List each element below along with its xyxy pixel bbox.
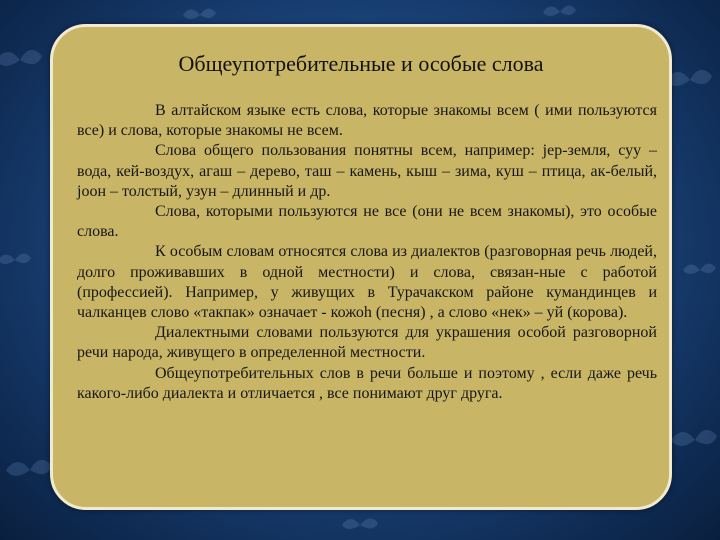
paragraph-dialects: К особым словам относятся слова из диалектов (разговорная речь людей, долго проживавших в одной местности) и слова, связан-ные с работой (профессией). Например, у живущих в Турачакском районе кумандинцев и чалканцев слово «такпак» означает - кожоh (песня) , а слово «нек» – уй (корова). xyxy=(77,243,657,322)
body-text xyxy=(77,101,657,404)
paragraph-common-words: Слова общего пользования понятны всем, например: jер-земля, суу –вода, кей-воздух, агаш – дерево, таш – камень, кыш – зима, куш – птица, ак-белый, jоон – толстый, узун – длинный и др. xyxy=(77,142,657,200)
paragraph-dialect-usage: Диалектными словами пользуются для украшения особой разговорной речи народа, живущего в определенной местности. xyxy=(77,324,657,362)
paragraph-intro: В алтайском языке есть слова, которые знакомы всем ( ими пользуются все) и слова, которые знакомы не всем. xyxy=(77,102,657,140)
paragraph-conclusion: Общеупотребительных слов в речи больше и поэтому , если даже речь какого-либо диалекта и отличается , все понимают друг друга. xyxy=(77,364,657,402)
content-card xyxy=(50,24,672,510)
slide-title: Общеупотребительные и особые слова xyxy=(178,51,544,76)
paragraph-special-words: Слова, которыми пользуются не все (они не всем знакомы), это особые слова. xyxy=(77,203,657,241)
